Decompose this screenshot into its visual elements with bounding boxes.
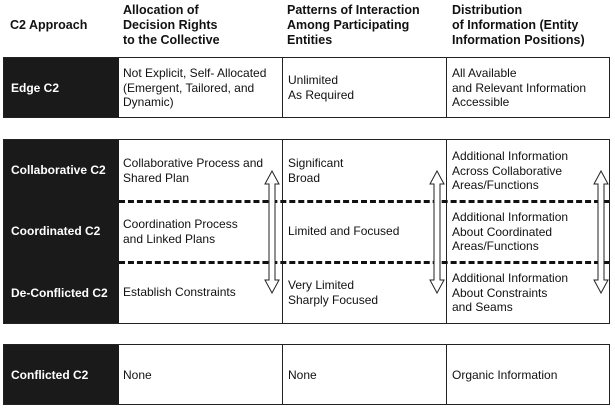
header-allocation: Allocation of Decision Rights to the Collective	[123, 3, 220, 47]
conflicted-allocation: None	[123, 368, 152, 382]
column-divider	[446, 140, 447, 323]
row-label: Coordinated C2	[4, 200, 119, 262]
collaborative-distribution: Additional Information Across Collaborative Areas/Functions	[452, 149, 569, 192]
collaborative-allocation: Collaborative Process and Shared Plan	[123, 156, 264, 185]
deconflicted-allocation: Establish Constraints	[123, 285, 236, 299]
row-label: Collaborative C2	[4, 140, 119, 200]
header-distribution: Distribution of Information (Entity Information Positions)	[452, 3, 585, 47]
column-divider	[282, 345, 283, 404]
double-arrow-icon	[593, 170, 609, 294]
deconflicted-patterns: Very Limited Sharply Focused	[288, 278, 379, 307]
coordinated-patterns: Limited and Focused	[288, 224, 400, 238]
conflicted-row	[3, 344, 610, 405]
conflicted-distribution: Organic Information	[452, 368, 558, 382]
coordinated-allocation: Coordination Process and Linked Plans	[123, 217, 238, 246]
middle-block	[3, 139, 610, 324]
deconflicted-distribution: Additional Information About Constraints and Seams	[452, 271, 569, 314]
column-divider	[446, 58, 447, 117]
row-label: Conflicted C2	[4, 345, 119, 404]
edge-row	[3, 57, 610, 118]
double-arrow-icon	[264, 170, 280, 294]
row-label: Edge C2	[4, 58, 119, 117]
row-label: De-Conflicted C2	[4, 262, 119, 323]
row-divider-dashed	[119, 261, 609, 264]
double-arrow-icon	[429, 170, 445, 294]
conflicted-patterns: None	[288, 368, 317, 382]
column-divider	[446, 345, 447, 404]
column-divider	[282, 140, 283, 323]
edge-distribution: All Available and Relevant Information Accessible	[452, 66, 587, 109]
row-divider-dashed	[119, 200, 609, 203]
edge-patterns: Unlimited As Required	[288, 73, 355, 102]
header-approach: C2 Approach	[10, 18, 88, 32]
header-patterns: Patterns of Interaction Among Participating Entities	[287, 3, 420, 47]
collaborative-patterns: Significant Broad	[288, 156, 344, 185]
coordinated-distribution: Additional Information About Coordinated Areas/Functions	[452, 210, 569, 253]
edge-allocation: Not Explicit, Self- Allocated (Emergent, Tailored, and Dynamic)	[123, 66, 267, 109]
column-divider	[282, 58, 283, 117]
